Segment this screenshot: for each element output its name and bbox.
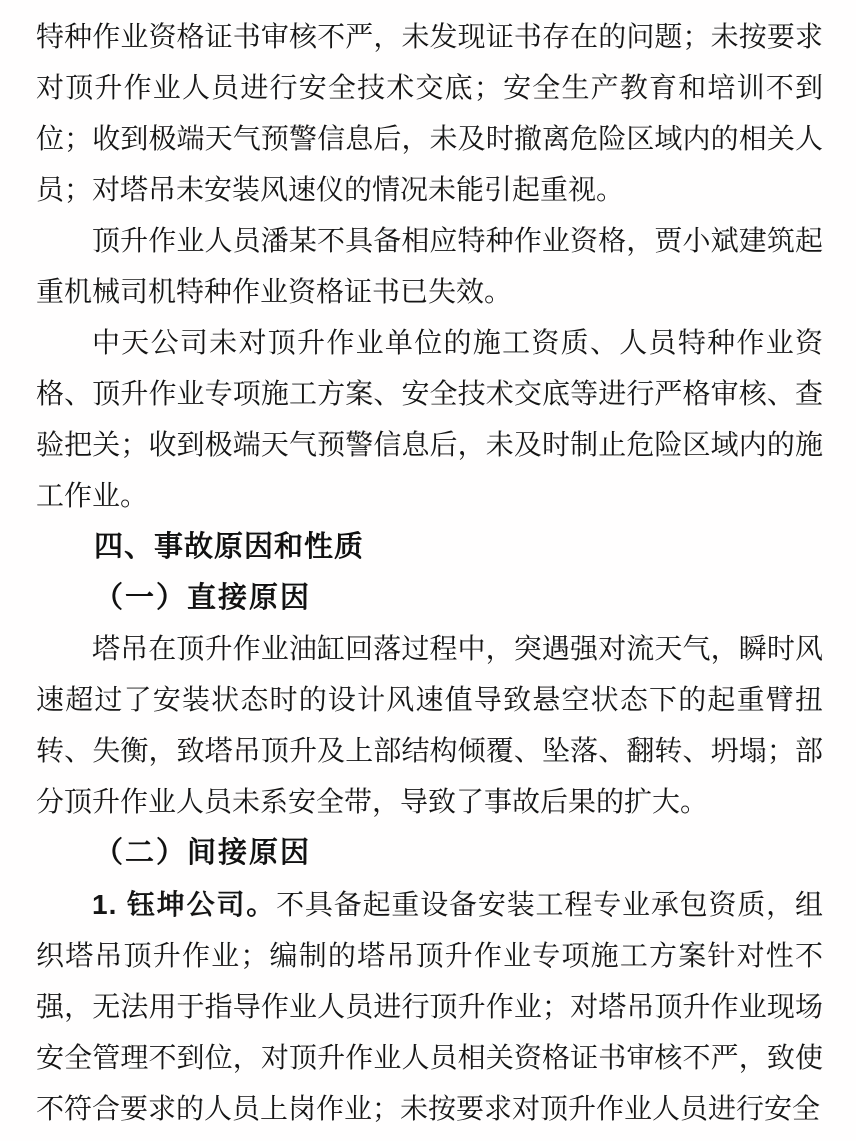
- subsection-heading-indirect-cause: （二）间接原因: [94, 837, 312, 869]
- subsection-heading-direct-cause: （一）直接原因: [94, 582, 312, 614]
- numbered-item-body: 不具备起重设备安装工程专业承包资质，组织塔吊顶升作业；编制的塔吊顶升作业专项施工方案针对性不强，无法用于指导作业人员进行顶升作业；对塔吊顶升作业现场安全管理不到位，对顶升作业人员相关资格证书审核不严，致使不符合要求的人员上岗作业；未按要求对顶升作业人员进行安全: [36, 890, 823, 1125]
- numbered-item-lead: 1. 钰坤公司。: [92, 889, 277, 920]
- paragraph-direct-cause: 塔吊在顶升作业油缸回落过程中，突遇强对流天气，瞬时风速超过了安装状态时的设计风速值导致悬空状态下的起重臂扭转、失衡，致塔吊顶升及上部结构倾覆、坠落、翻转、坍塌；部分顶升作业人员未系安全带，导致了事故后果的扩大。: [36, 634, 823, 818]
- paragraph-yukun-company: [36, 879, 823, 1135]
- section-heading-accident-cause-and-nature: 四、事故原因和性质: [94, 531, 365, 563]
- paragraph-operator-qualifications: 顶升作业人员潘某不具备相应特种作业资格，贾小斌建筑起重机械司机特种作业资格证书已失效。: [36, 226, 823, 308]
- paragraph-continued-from-previous-page: 特种作业资格证书审核不严，未发现证书存在的问题；未按要求对顶升作业人员进行安全技术交底；安全生产教育和培训不到位；收到极端天气预警信息后，未及时撤离危险区域内的相关人员；对塔吊未安装风速仪的情况未能引起重视。: [36, 22, 823, 206]
- paragraph-zhongtian-company: 中天公司未对顶升作业单位的施工资质、人员特种作业资格、顶升作业专项施工方案、安全技术交底等进行严格审核、查验把关；收到极端天气预警信息后，未及时制止危险区域内的施工作业。: [36, 328, 823, 512]
